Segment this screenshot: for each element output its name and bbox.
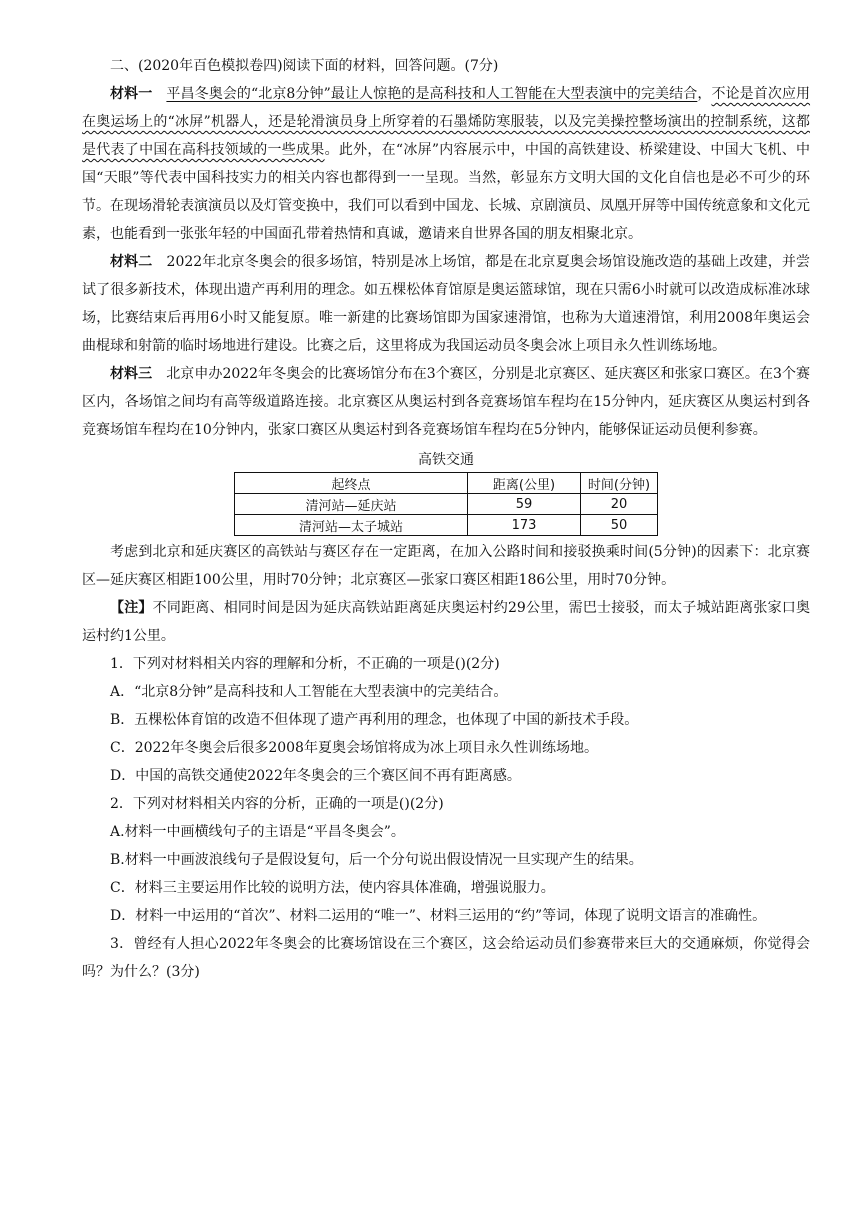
table-cell: 50: [581, 515, 658, 536]
table-header-cell: 起终点: [235, 473, 468, 494]
question-one-option-c: C．2022年冬奥会后很多2008年夏奥会场馆将成为冰上项目永久性训练场地。: [110, 740, 598, 756]
question-two-option-d: D．材料一中运用的“首次”、材料二运用的“唯一”、材料三运用的“约”等词，体现了说明文语言的准确性。: [110, 908, 767, 924]
table-cell: 清河站—延庆站: [235, 494, 468, 515]
table-cell: 173: [468, 515, 581, 536]
question-one-option-d: D．中国的高铁交通使2022年冬奥会的三个赛区间不再有距离感。: [110, 768, 521, 784]
question-two-option-b: B.材料一中画波浪线句子是假设复句，后一个分句说出假设情况一旦实现产生的结果。: [110, 852, 643, 868]
material-two-text: 2022年北京冬奥会的很多场馆，特别是冰上场馆，都是在北京夏奥会场馆设施改造的基础上改建，并尝试了很多新技术，体现出遗产再利用的理念。如五棵松体育馆原是奥运篮球馆，现在只需6小时就可以改造成标准冰球场，比赛结束后再用6小时又能复原。唯一新建的比赛场馆即为国家速滑馆，也称为大道速滑馆，利用2008年奥运会曲棍球和射箭的临时场地进行建设。比赛之后，这里将成为我国运动员冬奥会冰上项目永久性训练场地。: [82, 254, 810, 354]
material-three-text: 北京申办2022年冬奥会的比赛场馆分布在3个赛区，分别是北京赛区、延庆赛区和张家口赛区。在3个赛区内，各场馆之间均有高等级道路连接。北京赛区从奥运村到各竞赛场馆车程均在15分钟内，延庆赛区从奥运村到各竞赛场馆车程均在10分钟内，张家口赛区从奥运村到各竞赛场馆车程均在5分钟内，能够保证运动员便利参赛。: [82, 366, 811, 438]
table-header-row: [235, 473, 658, 494]
note-label: 【注】: [110, 600, 153, 616]
table-row: [235, 494, 658, 515]
question-one-option-a: A．“北京8分钟”是高科技和人工智能在大型表演中的完美结合。: [110, 684, 508, 700]
after-table-body: 考虑到北京和延庆赛区的高铁站与赛区存在一定距离，在加入公路时间和接驳换乘时间(5分钟)的因素下：北京赛区—延庆赛区相距100公里，用时70分钟；北京赛区—张家口赛区相距186公里，用时70分钟。: [82, 544, 811, 588]
section-title: [82, 52, 810, 80]
rail-table-section: [82, 448, 810, 536]
table-header-cell: 距离(公里): [468, 473, 581, 494]
question-two-option-a: A.材料一中画横线句子的主语是“平昌冬奥会”。: [110, 824, 405, 840]
table-header-cell: 时间(分钟): [581, 473, 658, 494]
question-three-stem: 3．曾经有人担心2022年冬奥会的比赛场馆设在三个赛区，这会给运动员们参赛带来巨大的交通麻烦，你觉得会吗？为什么？(3分): [82, 936, 810, 980]
material-three-label: 材料三: [110, 366, 153, 382]
table-row: [235, 515, 658, 536]
table-cell: 20: [581, 494, 658, 515]
question-two-stem: 2．下列对材料相关内容的分析，正确的一项是()(2分): [110, 796, 444, 812]
after-table-text: [82, 538, 810, 594]
table-cell: 59: [468, 494, 581, 515]
question-one-stem: 1．下列对材料相关内容的理解和分析，不正确的一项是()(2分): [110, 656, 500, 672]
material-one-wavy-sentence: 不论是首次应用在奥运场上的“冰屏”机器人，还是轮滑演员身上所穿着的石墨烯防寒服装，以及完美操控整场演出的控制系统，这都是代表了中国在高科技领域的一些成果: [82, 86, 811, 158]
material-one-label: 材料一: [110, 86, 153, 102]
exam-page: [82, 50, 810, 986]
question-one-option-b: B．五棵松体育馆的改造不但体现了遗产再利用的理念，也体现了中国的新技术手段。: [110, 712, 639, 728]
note-text: 不同距离、相同时间是因为延庆高铁站距离延庆奥运村约29公里，需巴士接驳，而太子城站距离张家口奥运村约1公里。: [82, 600, 811, 644]
note: [82, 594, 810, 650]
section-title-text: 二、(2020年百色模拟卷四)阅读下面的材料，回答问题。(7分): [110, 58, 499, 74]
material-one: 材料一 平昌冬奥会的“北京8分钟”最让人惊艳的是高科技和人工智能在大型表演中的完美结合，不论是首次应用在奥运场上的“冰屏”机器人，还是轮滑演员身上所穿着的石墨烯防寒服装，以及完美操控整场演出的控制系统，这都是代表了中国在高科技领域的一些成果。此外，在“冰屏”内容展示中，中国的高铁建设、桥梁建设、中国大飞机、中国“天眼”等代表中国科技实力的相关内容也都得到一一呈现。当然，彰显东方文明大国的文化自信也是必不可少的环节。在现场滑轮表演演员以及灯管变换中，我们可以看到中国龙、长城、京剧演员、凤凰开屏等中国传统意象和文化元素，也能看到一张张年轻的中国面孔带着热情和真诚，邀请来自世界各国的朋友相聚北京。: [82, 86, 811, 242]
material-two: [82, 248, 810, 360]
table-cell: 清河站—太子城站: [235, 515, 468, 536]
material-two-label: 材料二: [110, 254, 153, 270]
material-one-underlined-sentence: 平昌冬奥会的“北京8分钟”最让人惊艳的是高科技和人工智能在大型表演中的完美结合: [166, 86, 698, 102]
question-two-option-c: C．材料三主要运用作比较的说明方法，使内容具体准确，增强说服力。: [110, 880, 555, 896]
material-one-rest: 。此外，在“冰屏”内容展示中，中国的高铁建设、桥梁建设、中国大飞机、中国“天眼”等代表中国科技实力的相关内容也都得到一一呈现。当然，彰显东方文明大国的文化自信也是必不可少的环节。在现场滑轮表演演员以及灯管变换中，我们可以看到中国龙、长城、京剧演员、凤凰开屏等中国传统意象和文化元素，也能看到一张张年轻的中国面孔带着热情和真诚，邀请来自世界各国的朋友相聚北京。: [82, 142, 811, 242]
material-three: [82, 360, 810, 444]
rail-table-title: 高铁交通: [418, 452, 474, 468]
rail-table: [234, 472, 658, 536]
